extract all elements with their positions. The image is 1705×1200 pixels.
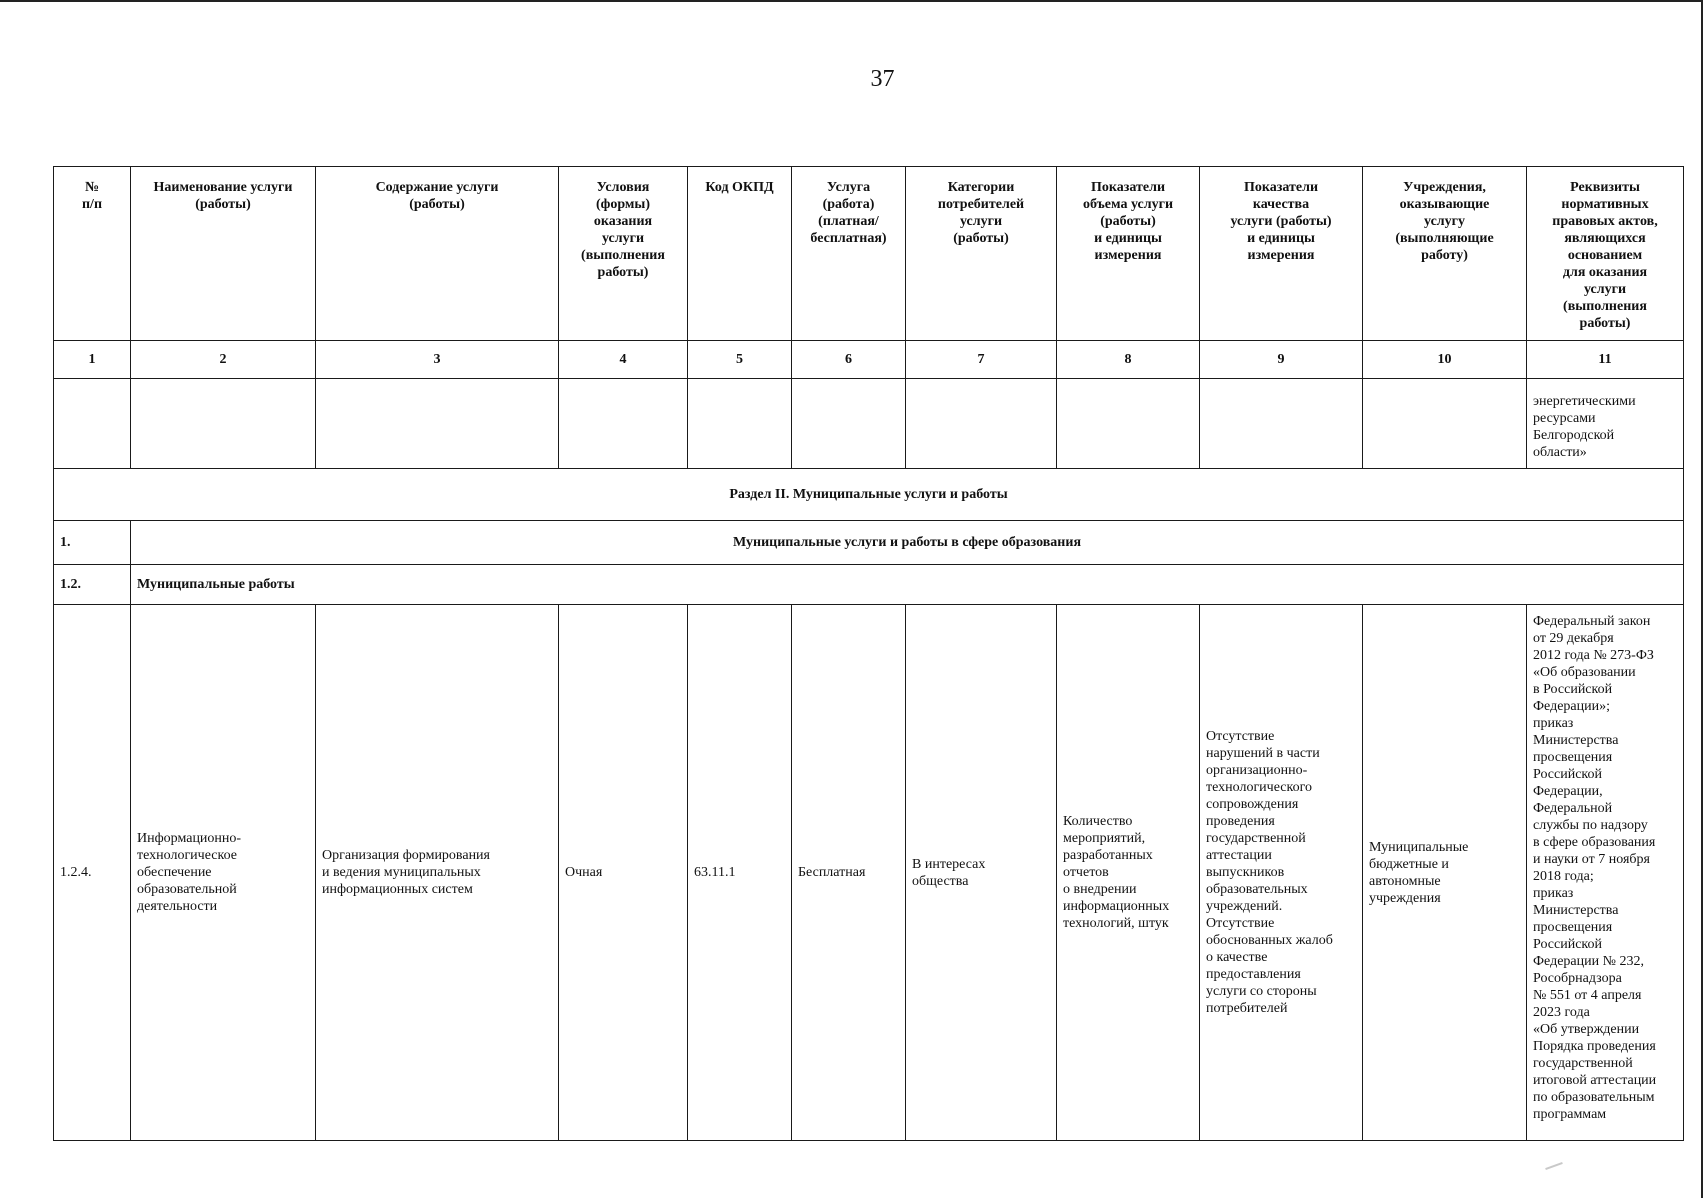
row-legal-basis: Федеральный закон от 29 декабря 2012 года № 273-ФЗ «Об образовании в Российской Федерации»; приказ Министерства просвещения Российской Федерации, Федеральной службы по надзору в сфере образования и науки от 7 ноября 2018 года; приказ Министерства просвещения Российской Федерации № 232, Рособрнадзора № 551 от 4 апреля 2023 года «Об утверждении Порядка проведения государственной итоговой аттестации по образовательным программам [1527,605,1684,1141]
table-row [54,605,1684,1141]
header-row [54,167,1684,341]
header-cell-institutions: Учреждения, оказывающие услугу (выполняющие работу) [1363,167,1527,341]
column-number: 11 [1527,341,1684,379]
empty-cell [1057,379,1200,469]
empty-cell [131,379,316,469]
column-number: 2 [131,341,316,379]
row-volume-indicators: Количество мероприятий, разработанных отчетов о внедрении информационных технологий, штук [1057,605,1200,1141]
page-number: 37 [870,66,895,92]
row-paid-free: Бесплатная [792,605,906,1141]
row-institutions: Муниципальные бюджетные и автономные учреждения [1363,605,1527,1141]
continuation-text: энергетическими ресурсами Белгородской области» [1527,379,1684,469]
empty-cell [1363,379,1527,469]
empty-cell [792,379,906,469]
empty-cell [1200,379,1363,469]
column-number-row [54,341,1684,379]
header-cell-paid-free: Услуга (работа) (платная/ бесплатная) [792,167,906,341]
subsubsection-row [54,565,1684,605]
header-cell-volume-indicators: Показатели объема услуги (работы) и единицы измерения [1057,167,1200,341]
header-cell-number: № п/п [54,167,131,341]
column-number: 4 [559,341,688,379]
subsubsection-title: Муниципальные работы [131,565,1684,605]
row-service-content: Организация формирования и ведения муниципальных информационных систем [316,605,559,1141]
column-number: 6 [792,341,906,379]
row-service-name: Информационно- технологическое обеспечение образовательной деятельности [131,605,316,1141]
empty-cell [559,379,688,469]
row-quality-indicators: Отсутствие нарушений в части организационно- технологического сопровождения проведения государственной аттестации выпускников образовательных учреждений. Отсутствие обоснованных жалоб о качестве предоставления услуги со стороны потребителей [1200,605,1363,1141]
services-table [53,166,1684,1141]
header-cell-service-content: Содержание услуги (работы) [316,167,559,341]
subsection-row [54,521,1684,565]
empty-cell [316,379,559,469]
row-okpd-code: 63.11.1 [688,605,792,1141]
empty-cell [906,379,1057,469]
continuation-row [54,379,1684,469]
header-cell-service-name: Наименование услуги (работы) [131,167,316,341]
scan-mark [1545,1162,1563,1170]
empty-cell [688,379,792,469]
column-number: 9 [1200,341,1363,379]
subsection-number: 1. [54,521,131,565]
subsubsection-number: 1.2. [54,565,131,605]
column-number: 10 [1363,341,1527,379]
header-cell-consumers: Категории потребителей услуги (работы) [906,167,1057,341]
header-cell-legal-basis: Реквизиты нормативных правовых актов, являющихся основанием для оказания услуги (выполнения работы) [1527,167,1684,341]
column-number: 1 [54,341,131,379]
section-title: Раздел II. Муниципальные услуги и работы [54,469,1684,521]
row-form: Очная [559,605,688,1141]
empty-cell [54,379,131,469]
row-number: 1.2.4. [54,605,131,1141]
section-row [54,469,1684,521]
header-cell-conditions: Условия (формы) оказания услуги (выполнения работы) [559,167,688,341]
column-number: 3 [316,341,559,379]
column-number: 7 [906,341,1057,379]
column-number: 8 [1057,341,1200,379]
column-number: 5 [688,341,792,379]
subsection-title: Муниципальные услуги и работы в сфере образования [131,521,1684,565]
row-consumers: В интересах общества [906,605,1057,1141]
header-cell-quality-indicators: Показатели качества услуги (работы) и единицы измерения [1200,167,1363,341]
header-cell-okpd: Код ОКПД [688,167,792,341]
